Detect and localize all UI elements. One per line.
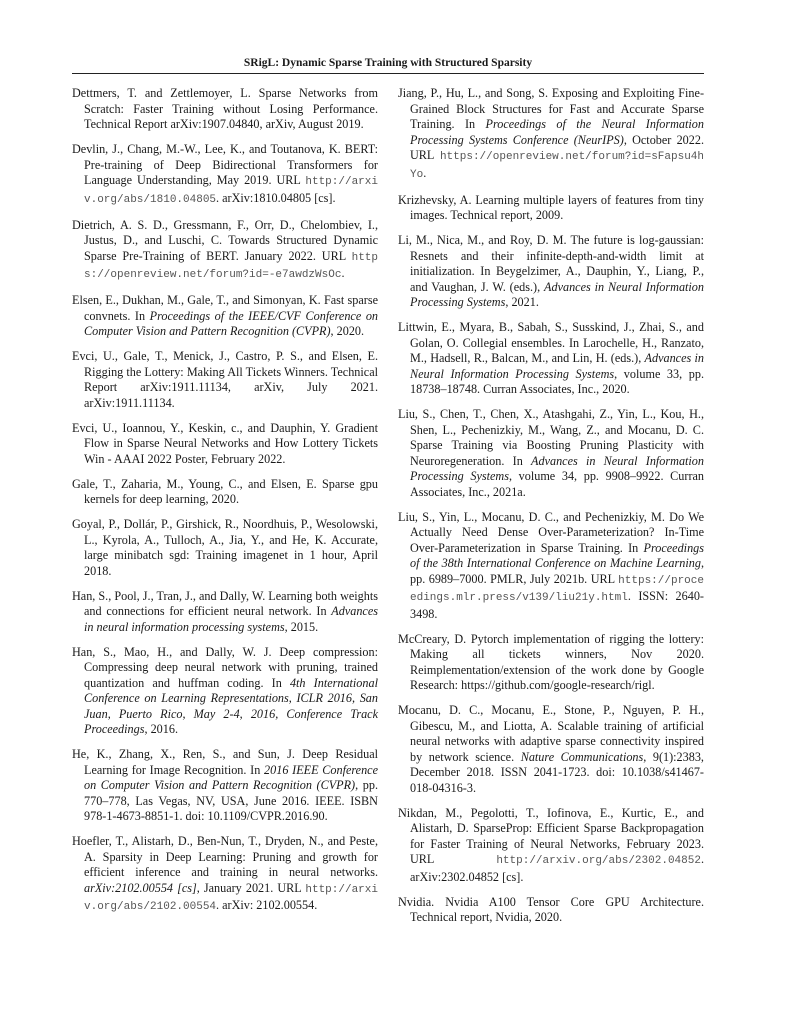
reference-text: , October 2022. URL xyxy=(410,132,704,162)
reference-text: Goyal, P., Dollár, P., Girshick, R., Noordhuis, P., Wesolowski, L., Kyrola, A., Tulloch, A., Jia, Y., and He, K. Accurate, large minibatch sgd: Training imagenet in 1 hour, April 2018. xyxy=(72,517,378,578)
reference-text: Krizhevsky, A. Learning multiple layers of features from tiny images. Technical report, 2009. xyxy=(398,192,704,222)
reference-entry xyxy=(72,477,378,508)
reference-text: Liu, S., Yin, L., Mocanu, D. C., and Pechenizkiy, M. Do We Actually Need Dense Over-Parameterization? In-Time Over-Parameterization in Sparse Training. In xyxy=(398,509,704,555)
reference-entry xyxy=(398,193,704,224)
reference-text: Jiang, P., Hu, L., and Song, S. Exposing and Exploiting Fine-Grained Block Structures for Fast and Accurate Sparse Training. In xyxy=(398,86,704,131)
reference-entry xyxy=(72,86,378,133)
reference-text: Evci, U., Gale, T., Menick, J., Castro, P. S., and Elsen, E. Rigging the Lottery: Making All Tickets Winners. Technical Report arXiv:1911.11134, arXiv, July 2021. arXiv:1911.11134. xyxy=(72,349,378,410)
reference-entry xyxy=(72,349,378,411)
references-column-left xyxy=(72,86,378,925)
reference-url-link[interactable]: https://openreview.net/forum?id=sFapsu4hYo xyxy=(410,151,704,181)
reference-entry xyxy=(72,747,378,825)
reference-entry xyxy=(398,86,704,183)
reference-text: , 2016. xyxy=(144,722,178,736)
reference-text: Han, S., Mao, H., and Dally, W. J. Deep compression: Compressing deep neural network with pruning, trained quantization and huffman coding. In xyxy=(72,644,378,690)
reference-text: , volume 34, pp. 9908–9922. Curran Associates, Inc., 2021a. xyxy=(410,469,705,499)
reference-text: , volume 33, pp. 18738–18748. Curran Associates, Inc., 2020. xyxy=(410,366,704,396)
reference-venue: Advances in Neural Information Processing Systems xyxy=(410,351,704,381)
reference-entry xyxy=(398,233,704,311)
reference-text: McCreary, D. Pytorch implementation of rigging the lottery: Making all tickets winners, Nov 2020. Reimplementation/extension of the work done by Google Research: https://github.com/google-research/rigl. xyxy=(398,631,704,692)
reference-entry xyxy=(72,142,378,208)
reference-text: Gale, T., Zaharia, M., Young, C., and Elsen, E. Sparse gpu kernels for deep learning, 2020. xyxy=(72,476,378,506)
reference-text: . arXiv: 2102.00554. xyxy=(216,898,318,912)
reference-entry xyxy=(72,293,378,340)
reference-entry xyxy=(398,320,704,398)
reference-text: , 2015. xyxy=(284,619,319,634)
reference-text: Han, S., Pool, J., Tran, J., and Dally, W. Learning both weights and connections for efficient neural network. In xyxy=(72,588,378,618)
reference-text: Devlin, J., Chang, M.-W., Lee, K., and Toutanova, K. BERT: Pre-training of Deep Bidirectional Transformers for Language Understanding, May 2019. URL xyxy=(72,142,378,187)
reference-text: , 2021. xyxy=(505,295,539,309)
reference-venue: Proceedings of the 38th International Conference on Machine Learning xyxy=(410,540,704,570)
reference-text: , 9(1):2383, December 2018. ISSN 2041-1723. doi: 10.1038/s41467-018-04316-3. xyxy=(410,749,704,795)
reference-text: Li, M., Nica, M., and Roy, D. M. The future is log-gaussian: Resnets and their infinite-depth-and-width limit at initialization. In Beygelzimer, A., Dauphin, Y., Liang, P., and Vaughan, J. W. (eds.), xyxy=(398,233,704,294)
reference-url-link[interactable]: http://arxiv.org/abs/2102.00554 xyxy=(84,883,378,913)
reference-venue: Proceedings of the IEEE/CVF Conference on Computer Vision and Pattern Recognition (CVPR) xyxy=(84,308,379,338)
reference-url-link[interactable]: https://openreview.net/forum?id=-e7awdzWsOc xyxy=(84,251,378,281)
reference-text: Littwin, E., Myara, B., Sabah, S., Susskind, J., Zhai, S., and Golan, O. Collegial ensembles. In Larochelle, H., Ranzato, M., Hadsell, R., Balcan, M., and Lin, H. (eds.), xyxy=(398,320,704,365)
reference-text: , 2020. xyxy=(330,324,365,338)
reference-entry xyxy=(72,517,378,579)
reference-entry xyxy=(72,834,378,916)
reference-entry xyxy=(398,895,704,926)
reference-text: Hoefler, T., Alistarh, D., Ben-Nun, T., Dryden, N., and Peste, A. Sparsity in Deep Learning: Pruning and growth for efficient inference and training in neural networks. xyxy=(72,834,378,879)
reference-text: Elsen, E., Dukhan, M., Gale, T., and Simonyan, K. Fast sparse convnets. In xyxy=(72,293,378,323)
reference-entry xyxy=(398,806,704,886)
reference-entry xyxy=(72,421,378,468)
reference-venue: Nature Communications xyxy=(520,749,644,764)
reference-text: . xyxy=(423,165,427,180)
reference-text: He, K., Zhang, X., Ren, S., and Sun, J. Deep Residual Learning for Image Recognition. In xyxy=(72,747,378,777)
reference-text: Evci, U., Ioannou, Y., Keskin, c., and Dauphin, Y. Gradient Flow in Sparse Neural Networks and How Lottery Tickets Win - AAAI 2022 Poster, February 2022. xyxy=(72,420,378,466)
reference-venue: Proceedings of the Neural Information Processing Systems Conference (NeurIPS) xyxy=(410,117,704,147)
reference-entry xyxy=(398,632,704,694)
reference-text: Nikdan, M., Pegolotti, T., Iofinova, E., Kurtic, E., and Alistarh, D. SparseProp: Efficient Sparse Backpropagation for Faster Training of Neural Networks, February 2023. URL xyxy=(398,805,704,866)
reference-text: , January 2021. URL xyxy=(196,880,306,895)
reference-text: . arXiv:2302.04852 [cs]. xyxy=(410,852,704,884)
reference-url-link[interactable]: https://proceedings.mlr.press/v139/liu21y.html xyxy=(410,574,704,604)
reference-venue: 4th International Conference on Learning Representations, ICLR 2016, San Juan, Puerto Rico, May 2-4, 2016, Conference Track Proceedings xyxy=(84,675,378,736)
reference-url-link[interactable]: http://arxiv.org/abs/2302.04852 xyxy=(496,855,701,867)
reference-venue: Advances in neural information processing systems xyxy=(84,604,378,634)
reference-entry xyxy=(398,703,704,796)
reference-venue: Advances in Neural Information Processing Systems xyxy=(410,453,704,483)
reference-text: . ISSN: 2640-3498. xyxy=(410,589,704,621)
reference-text: , pp. 6989–7000. PMLR, July 2021b. URL xyxy=(410,556,704,586)
reference-text: Dietrich, A. S. D., Gressmann, F., Orr, D., Chelombiev, I., Justus, D., and Luschi, C. Towards Structured Dynamic Sparse Pre-Training of BERT. January 2022. URL xyxy=(72,217,378,263)
reference-text: Nvidia. Nvidia A100 Tensor Core GPU Architecture. Technical report, Nvidia, 2020. xyxy=(398,894,704,924)
reference-entry xyxy=(398,510,704,623)
reference-url-link[interactable]: http://arxiv.org/abs/1810.04805 xyxy=(84,176,378,206)
references-column-right xyxy=(398,86,704,935)
reference-venue: arXiv:2102.00554 [cs] xyxy=(84,880,197,895)
reference-text: . xyxy=(341,266,345,280)
reference-entry xyxy=(72,589,378,636)
reference-text: Dettmers, T. and Zettlemoyer, L. Sparse Networks from Scratch: Faster Training without Losing Performance. Technical Report arXiv:1907.04840, arXiv, August 2019. xyxy=(72,86,378,131)
reference-entry xyxy=(72,645,378,738)
header-rule xyxy=(72,73,704,74)
reference-text: Liu, S., Chen, T., Chen, X., Atashgahi, Z., Yin, L., Kou, H., Shen, L., Pechenizkiy, M., Wang, Z., and Mocanu, D. C. Sparse Training via Boosting Pruning Plasticity with Neuroregeneration. In xyxy=(398,407,704,468)
reference-entry xyxy=(72,218,378,284)
reference-text: . arXiv:1810.04805 [cs]. xyxy=(216,190,336,205)
reference-text: , pp. 770–778, Las Vegas, NV, USA, June 2016. IEEE. ISBN 978-1-4673-8851-1. doi: 10.1109/CVPR.2016.90. xyxy=(84,778,378,823)
reference-entry xyxy=(398,407,704,500)
reference-venue: Advances in Neural Information Processing Systems xyxy=(410,279,704,309)
reference-text: Mocanu, D. C., Mocanu, E., Stone, P., Nguyen, P. H., Gibescu, M., and Liotta, A. Scalable training of artificial neural networks with adaptive sparse connectivity inspired by network science. xyxy=(398,703,704,764)
running-header: SRigL: Dynamic Sparse Training with Structured Sparsity xyxy=(243,57,533,69)
reference-venue: 2016 IEEE Conference on Computer Vision and Pattern Recognition (CVPR) xyxy=(84,762,378,792)
